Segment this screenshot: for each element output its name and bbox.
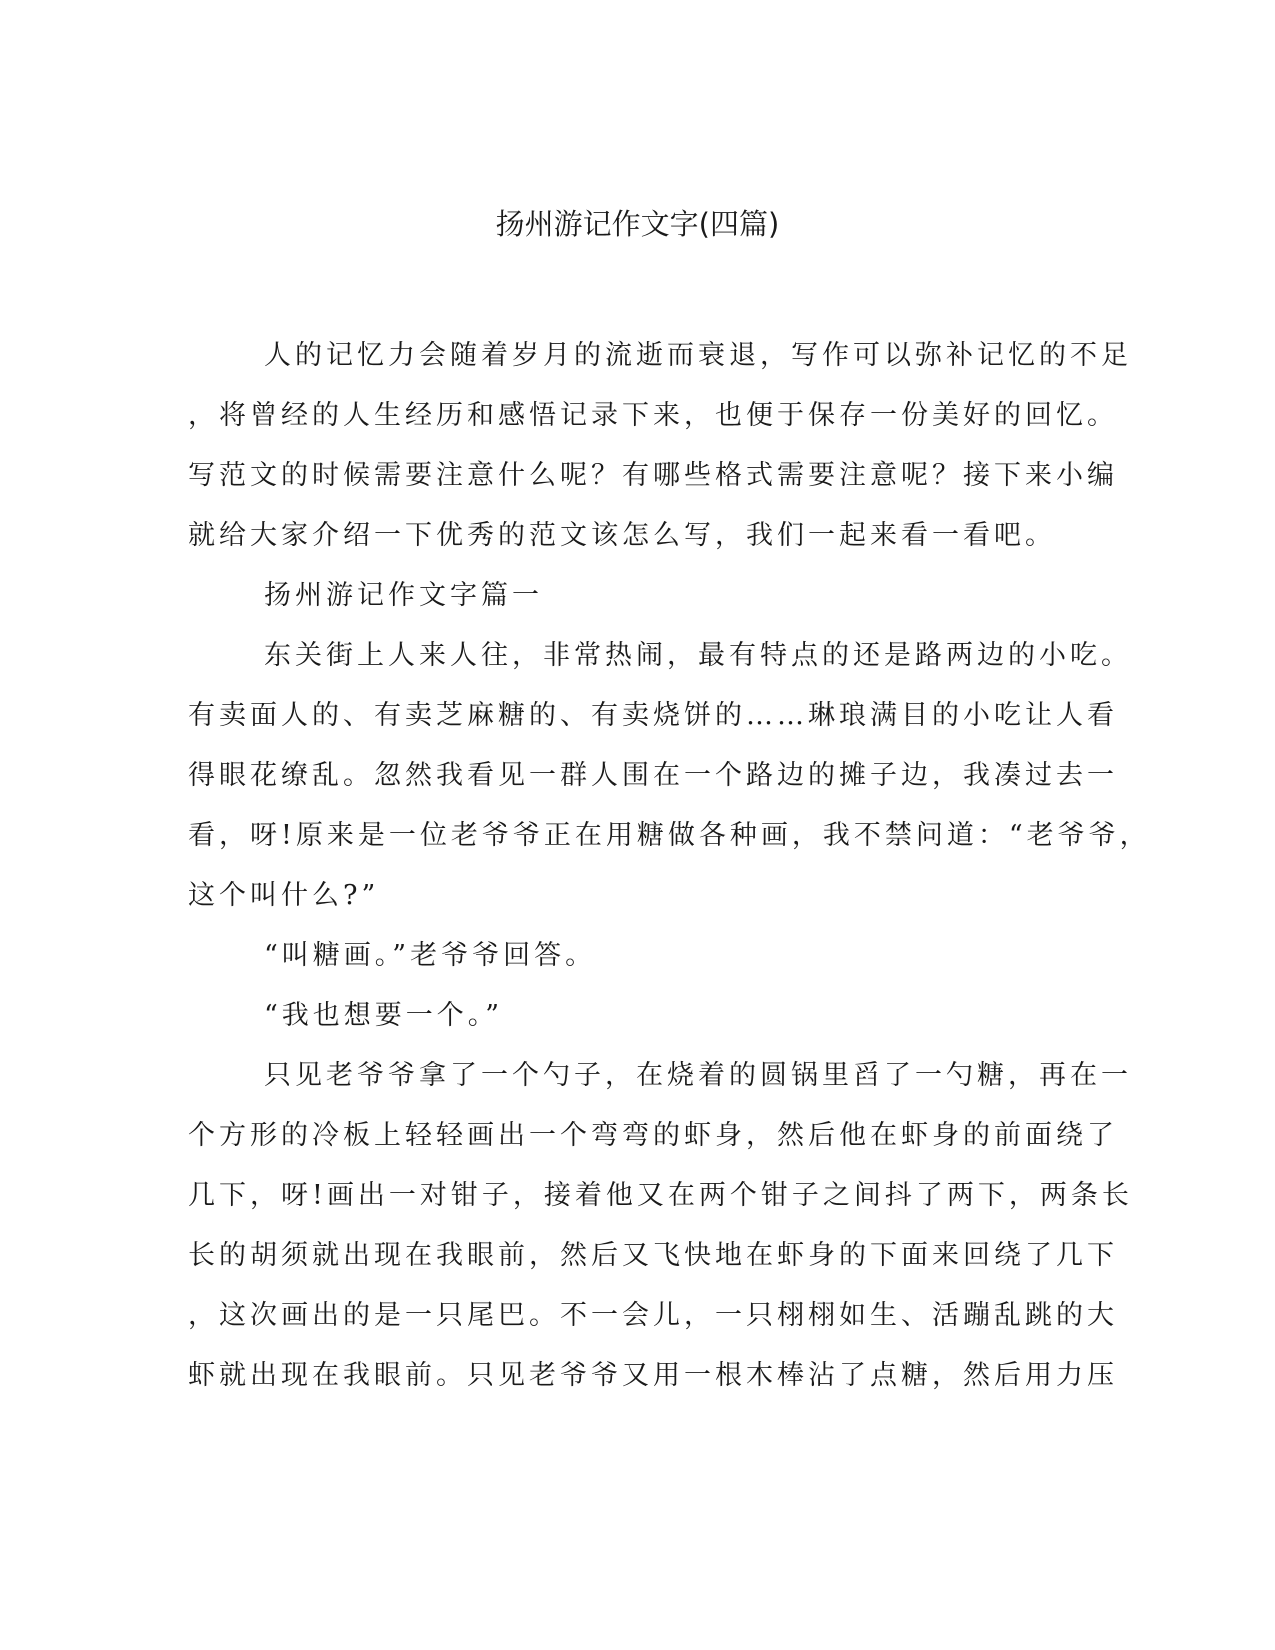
text-line: ，这次画出的是一只尾巴。不一会儿，一只栩栩如生、活蹦乱跳的大 <box>188 1300 1118 1331</box>
text-line: 虾就出现在我眼前。只见老爷爷又用一根木棒沾了点糖，然后用力压 <box>188 1360 1118 1391</box>
text-line: 长的胡须就出现在我眼前，然后又飞快地在虾身的下面来回绕了几下 <box>188 1240 1118 1271</box>
text-line: ，将曾经的人生经历和感悟记录下来，也便于保存一份美好的回忆。 <box>188 400 1118 431</box>
text-line: 人的记忆力会随着岁月的流逝而衰退，写作可以弥补记忆的不足 <box>264 340 1132 371</box>
text-line: 东关街上人来人往，非常热闹，最有特点的还是路两边的小吃。 <box>264 640 1132 671</box>
text-line: 就给大家介绍一下优秀的范文该怎么写，我们一起来看一看吧。 <box>188 520 1056 551</box>
text-line: “我也想要一个。” <box>264 1000 504 1031</box>
text-line: 几下，呀!画出一对钳子，接着他又在两个钳子之间抖了两下，两条长 <box>188 1180 1133 1211</box>
section-heading: 扬州游记作文字篇一 <box>264 580 543 611</box>
text-line: 写范文的时候需要注意什么呢？有哪些格式需要注意呢？接下来小编 <box>188 460 1118 491</box>
text-line: 个方形的冷板上轻轻画出一个弯弯的虾身，然后他在虾身的前面绕了 <box>188 1120 1118 1151</box>
text-line: 有卖面人的、有卖芝麻糖的、有卖烧饼的……琳琅满目的小吃让人看 <box>188 700 1118 731</box>
text-line: 这个叫什么?” <box>188 880 380 911</box>
text-line: 看，呀!原来是一位老爷爷正在用糖做各种画，我不禁问道：“老爷爷， <box>188 820 1151 851</box>
text-line: “叫糖画。”老爷爷回答。 <box>264 940 597 971</box>
text-line: 只见老爷爷拿了一个勺子，在烧着的圆锅里舀了一勺糖，再在一 <box>264 1060 1132 1091</box>
text-line: 得眼花缭乱。忽然我看见一群人围在一个路边的摊子边，我凑过去一 <box>188 760 1118 791</box>
document-body <box>188 326 1151 1406</box>
document-title: 扬州游记作文字(四篇) <box>495 207 780 241</box>
